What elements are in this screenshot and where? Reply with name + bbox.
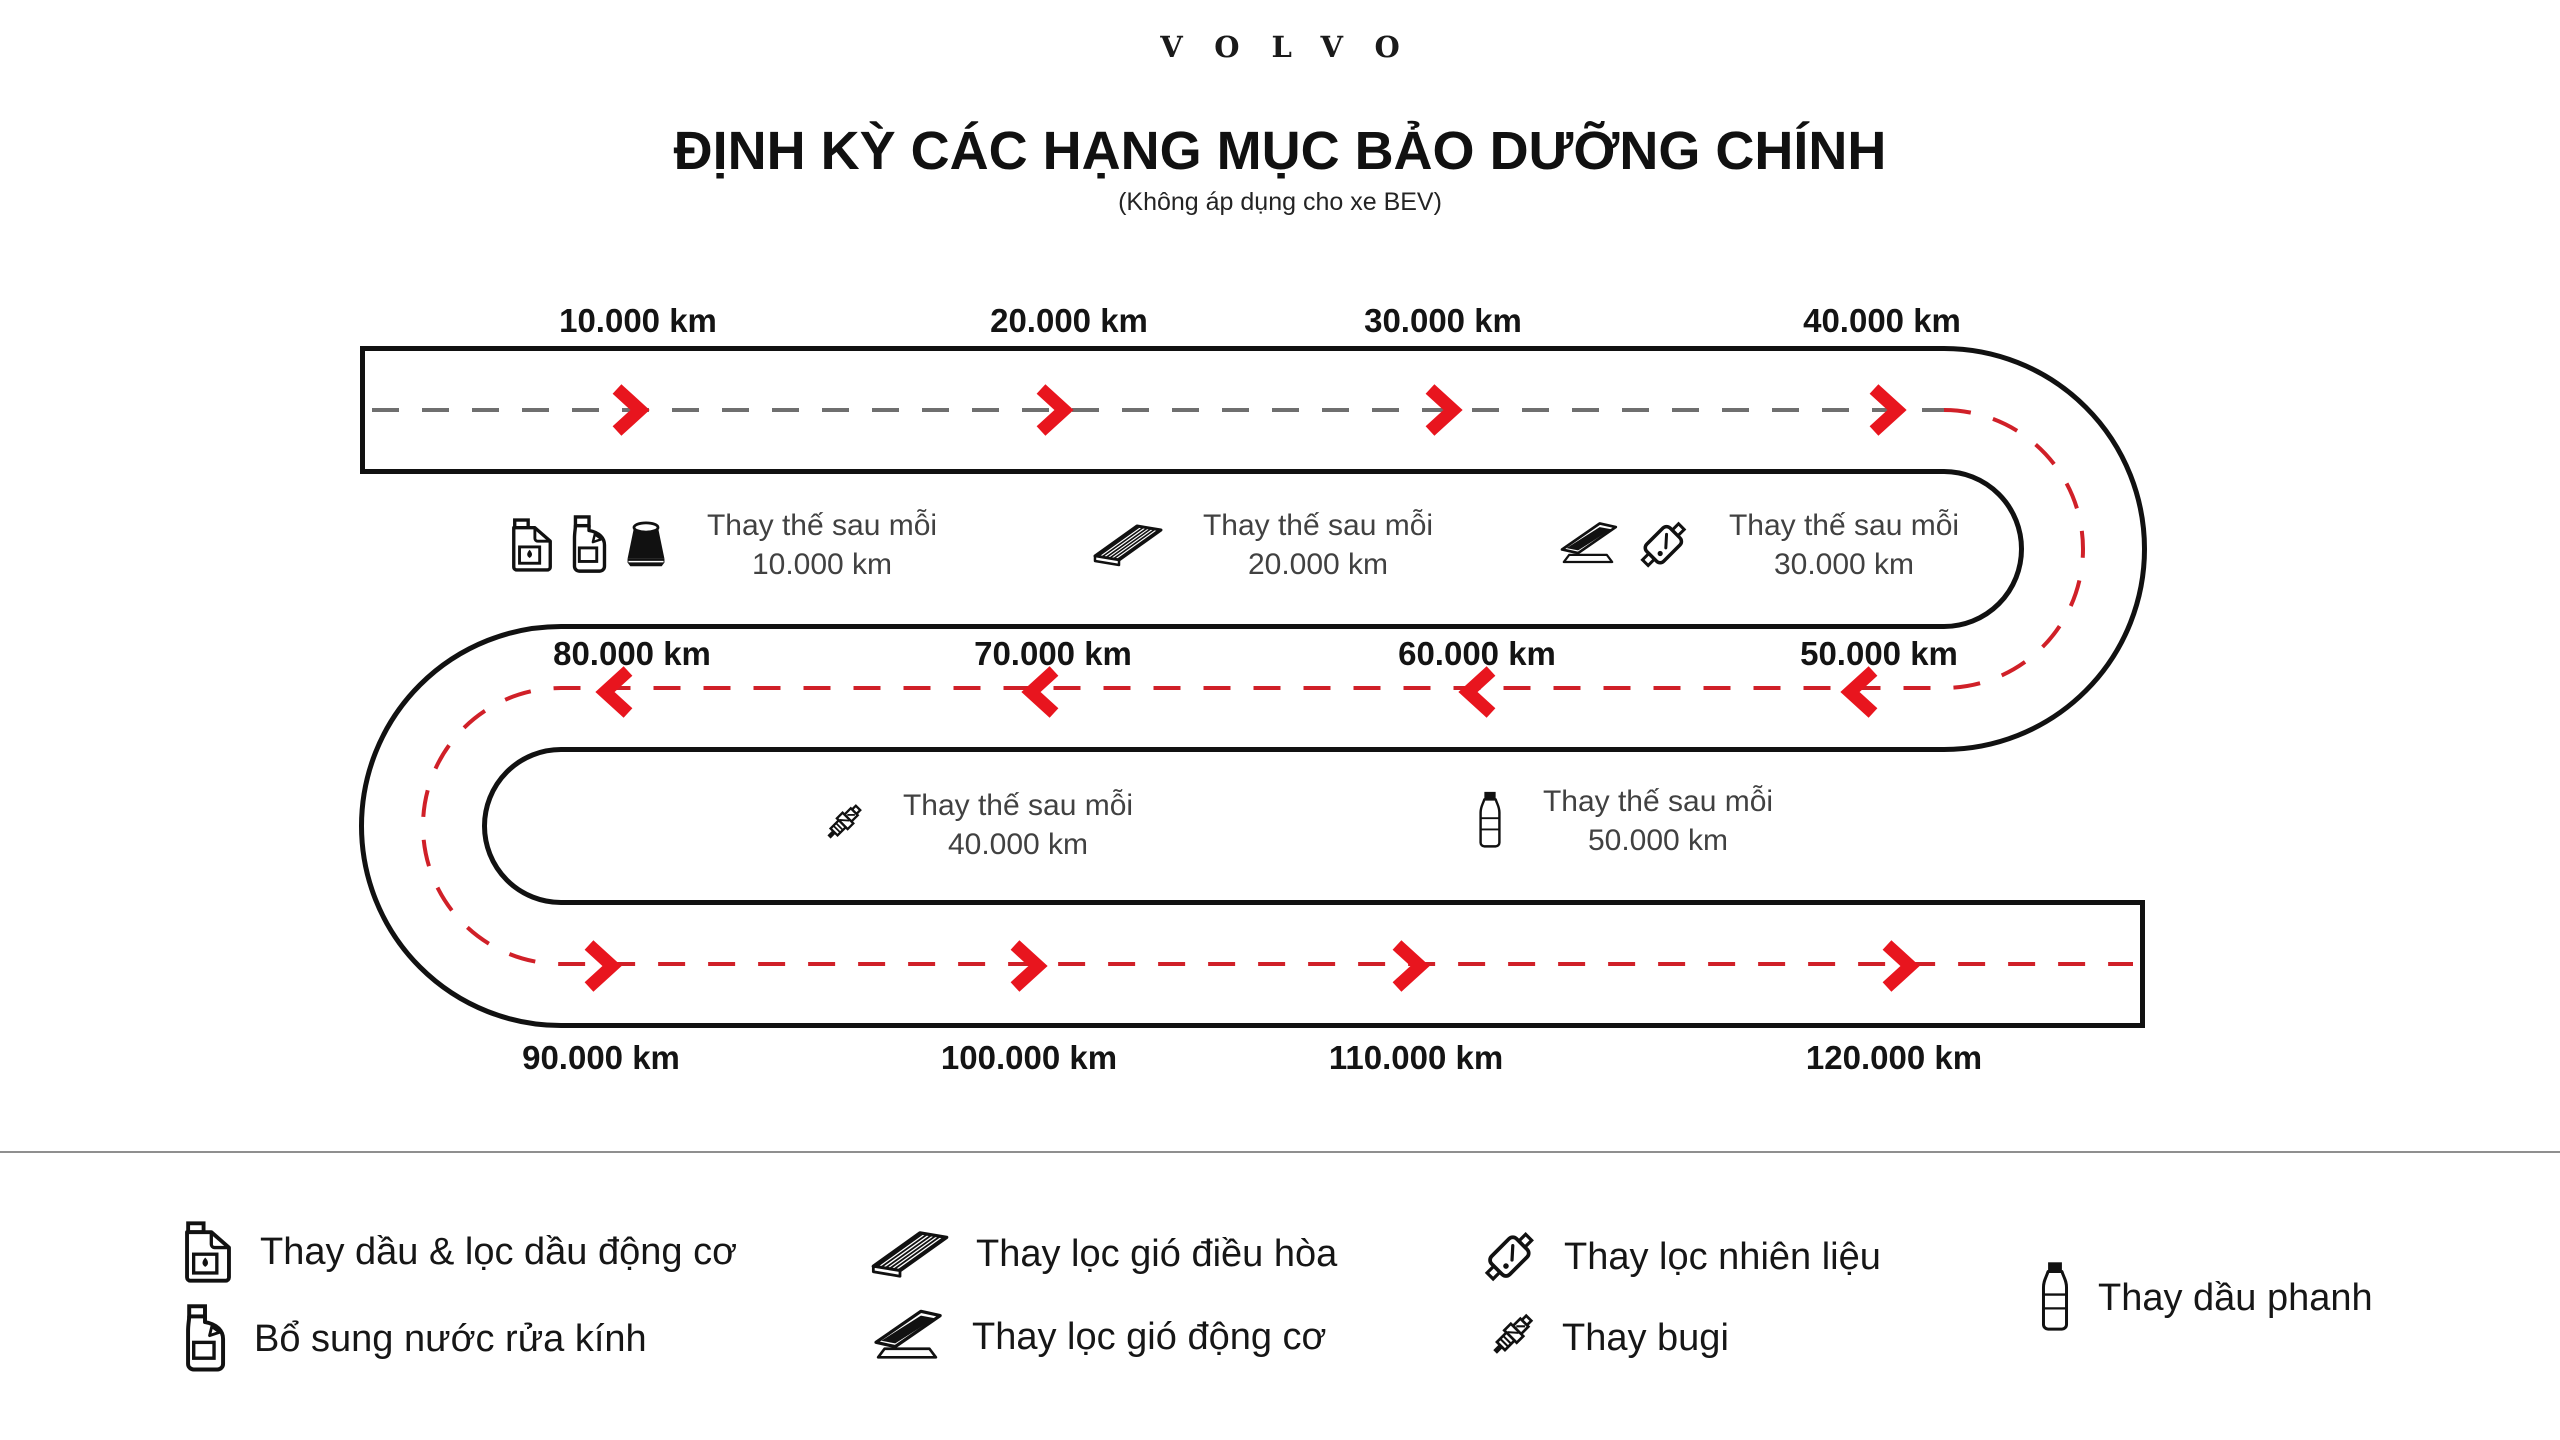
milestone-label: 60.000 km [1398,635,1556,672]
callout-icons [816,799,866,851]
legend-item-cabin-filter [868,1224,1337,1284]
callout-40000km [816,786,1154,864]
milestone-label: 40.000 km [1803,302,1961,339]
milestone-label: 90.000 km [522,1039,680,1076]
engine-air-filter-icon [866,1306,948,1368]
volvo-wordmark: VOLVO [1160,30,1432,64]
callout-text [686,506,958,584]
milestone-label: 50.000 km [1800,635,1958,672]
legend-label: Thay lọc nhiên liệu [1564,1235,1881,1278]
legend-item-fuel-filter [1478,1226,1881,1288]
callout-line1: Thay thế sau mỗi [706,509,938,542]
spark-plug-icon [1480,1308,1538,1368]
legend-item-brake-fluid [2036,1260,2373,1336]
spark-plug-icon [816,799,866,851]
callout-icons [1554,516,1692,574]
center-dash-red [423,410,2133,964]
milestone-label: 10.000 km [559,302,717,339]
milestone-label: 30.000 km [1364,302,1522,339]
callout-text [1182,506,1454,584]
callout-icons [1090,518,1166,572]
legend-label: Bổ sung nước rửa kính [254,1317,647,1360]
legend-item-oil [180,1220,737,1284]
cabin-air-filter-icon [1090,518,1166,572]
callout-line2: 30.000 km [1773,548,1915,581]
callout-line1: Thay thế sau mỗi [1202,509,1434,542]
oil-canister-icon [180,1220,236,1284]
milestone-label: 80.000 km [553,635,711,672]
legend-item-spark-plug [1480,1308,1729,1368]
callout-text [1522,782,1794,860]
page-subtitle: (Không áp dụng cho xe BEV) [1118,188,1442,216]
washer-fluid-icon [568,515,610,575]
legend-item-washer [180,1304,647,1374]
callout-line2: 20.000 km [1247,548,1389,581]
cabin-air-filter-icon [868,1224,952,1284]
callout-50000km [1474,782,1794,860]
callout-line1: Thay thế sau mỗi [1728,509,1960,542]
fuel-filter-icon [1478,1226,1540,1288]
legend-label: Thay lọc gió điều hòa [976,1232,1338,1275]
callout-text [1708,506,1980,584]
callout-30000km [1554,506,1980,584]
milestone-label: 120.000 km [1805,1039,1983,1076]
washer-fluid-icon [180,1304,230,1374]
legend-divider [0,1151,2560,1153]
callout-icons [1474,790,1506,852]
milestone-label: 70.000 km [974,635,1132,672]
legend-label: Thay lọc gió động cơ [972,1315,1327,1358]
brake-fluid-bottle-icon [1474,790,1506,852]
callout-10000km [508,506,958,584]
callout-line2: 10.000 km [751,548,893,581]
callout-icons [508,515,670,575]
milestone-label: 100.000 km [940,1039,1118,1076]
callout-line2: 40.000 km [947,828,1089,861]
oil-filter-icon [622,519,670,571]
oil-canister-icon [508,517,556,573]
legend-item-engine-filter [866,1306,1326,1368]
brake-fluid-bottle-icon [2036,1260,2074,1336]
milestone-label: 20.000 km [990,302,1148,339]
fuel-filter-icon [1634,516,1692,574]
callout-line1: Thay thế sau mỗi [902,789,1134,822]
callout-text [882,786,1154,864]
milestone-label: 110.000 km [1328,1039,1504,1076]
legend-label: Thay dầu phanh [2098,1276,2373,1319]
callout-20000km [1090,506,1454,584]
callout-line1: Thay thế sau mỗi [1542,785,1774,818]
page-title: ĐỊNH KỲ CÁC HẠNG MỤC BẢO DƯỠNG CHÍNH [673,121,1887,181]
legend-label: Thay bugi [1562,1316,1729,1359]
legend-label: Thay dầu & lọc dầu động cơ [260,1230,738,1273]
engine-air-filter-icon [1554,519,1622,571]
callout-line2: 50.000 km [1587,824,1729,857]
